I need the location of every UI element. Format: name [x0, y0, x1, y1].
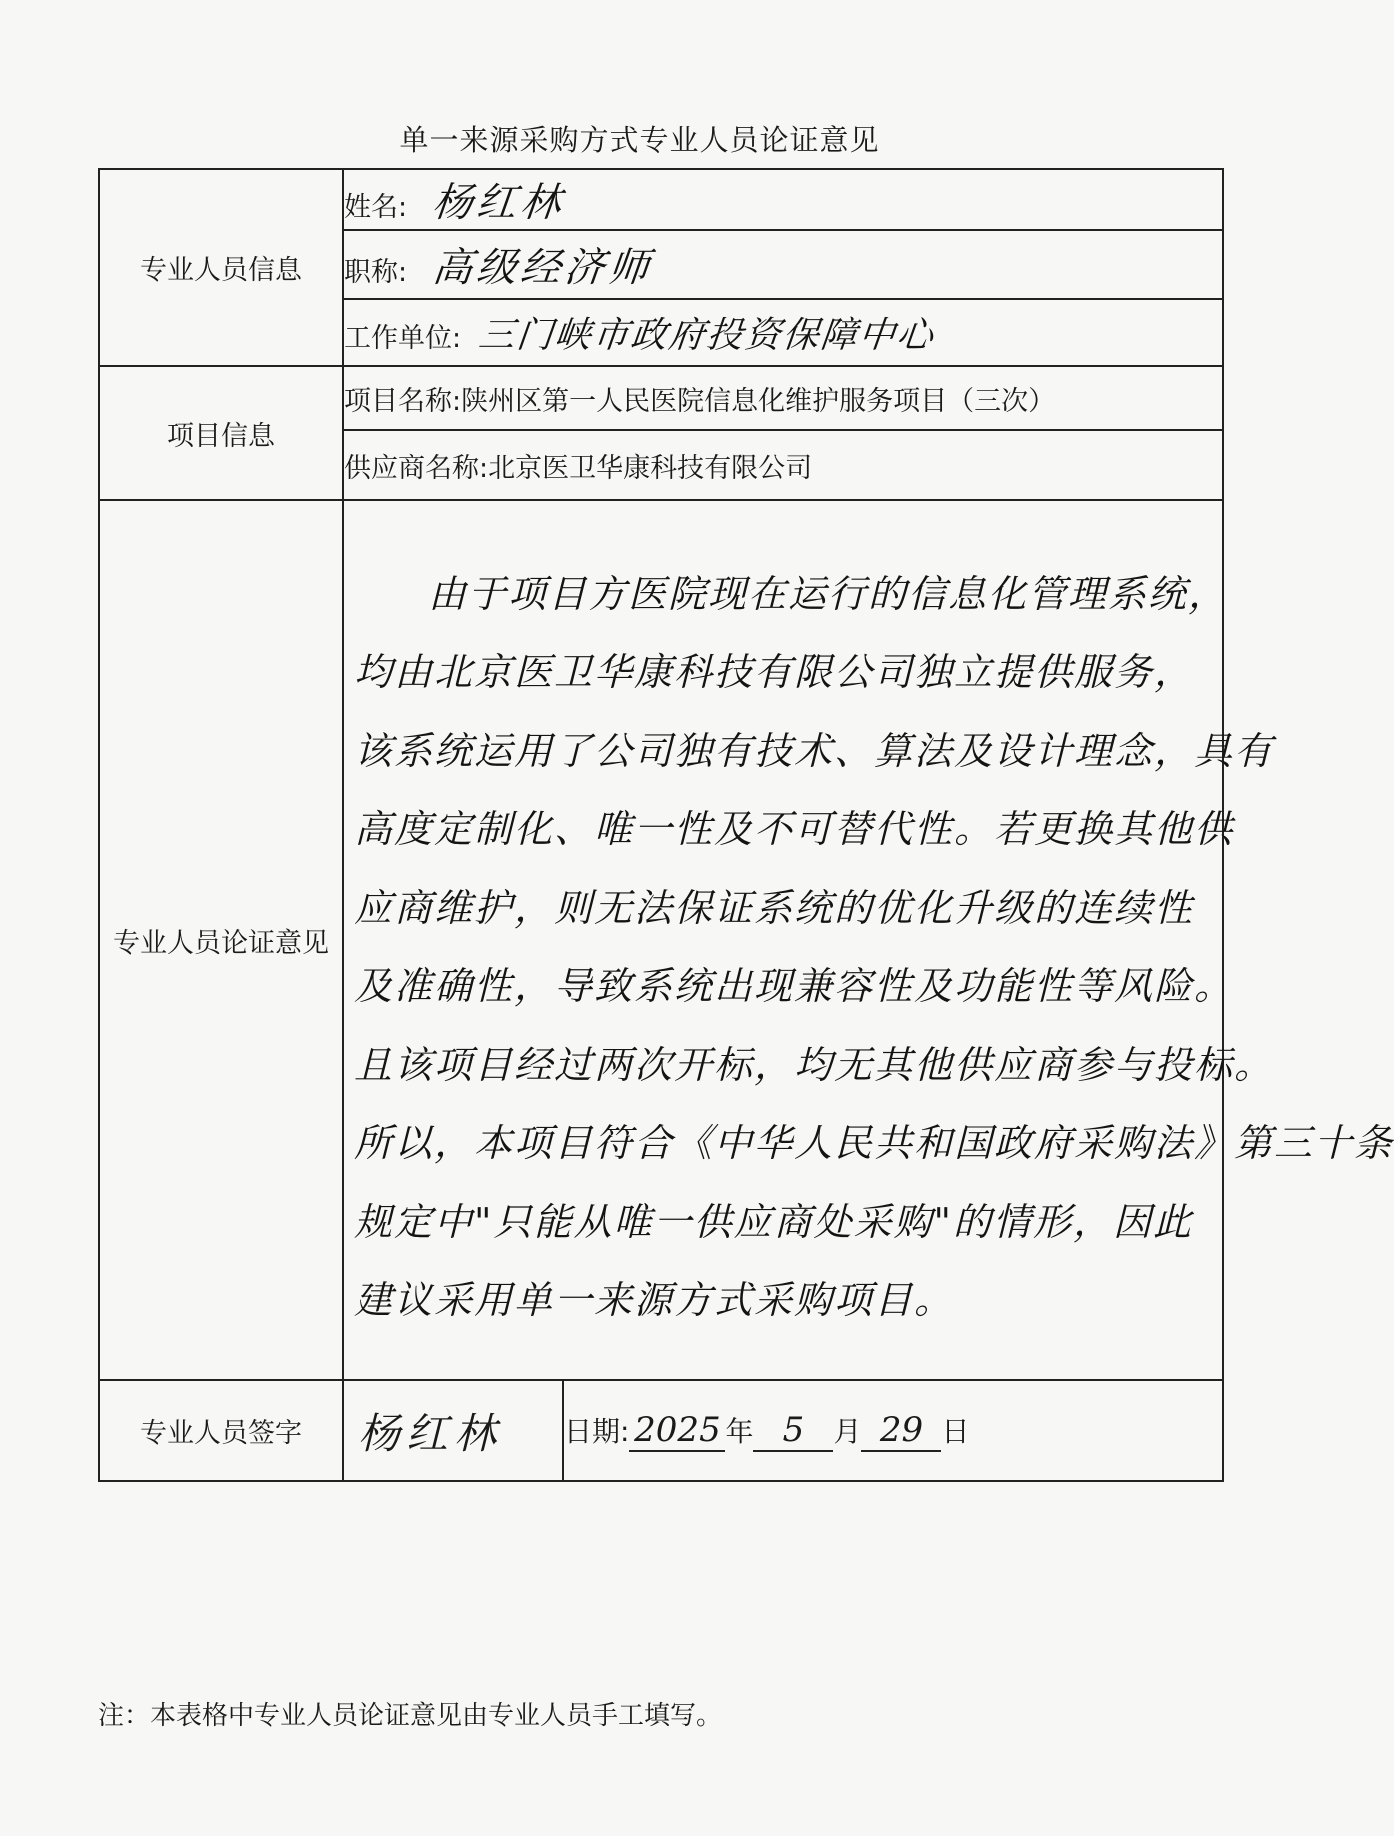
employer-value: 三门峡市政府投资保障中心: [476, 315, 937, 356]
title-row: [343, 230, 1223, 299]
expert-info-label: 专业人员信息: [99, 169, 343, 366]
date-month-unit: 月: [833, 1414, 862, 1448]
opinion-line-10: 建议采用单一来源方式采购项目。: [354, 1278, 955, 1322]
opinion-line-3: 该系统运用了公司独有技术、算法及设计理念，具有: [354, 728, 1275, 773]
employer-row: [343, 299, 1223, 366]
opinion-line-2: 均由北京医卫华康科技有限公司独立提供服务，: [354, 650, 1195, 694]
opinion-text: [344, 541, 1394, 1340]
supplier-value: 北京医卫华康科技有限公司: [488, 452, 813, 484]
date-year-unit: 年: [725, 1414, 754, 1448]
opinion-line-5: 应商维护，则无法保证系统的优化升级的连续性: [354, 885, 1195, 930]
date-cell: [563, 1380, 1223, 1481]
opinion-line-1: 由于项目方医院现在运行的信息化管理系统，: [428, 571, 1229, 616]
footnote: 注：本表格中专业人员论证意见由专业人员手工填写。: [98, 1701, 723, 1731]
opinion-line-9: 规定中"只能从唯一供应商处采购"的情形，因此: [354, 1199, 1193, 1244]
date-month: 5: [753, 1410, 833, 1452]
name-label: 姓名:: [344, 192, 408, 223]
title-value: 高级经济师: [430, 245, 656, 291]
project-name-row: [343, 366, 1223, 430]
form-table: [98, 168, 1394, 1482]
opinion-label: 专业人员论证意见: [99, 500, 343, 1380]
opinion-line-4: 高度定制化、唯一性及不可替代性。若更换其他供: [354, 807, 1235, 851]
project-info-label: 项目信息: [99, 366, 343, 500]
signature-cell: [343, 1380, 563, 1481]
date-year: 2025: [629, 1410, 725, 1452]
employer-label: 工作单位:: [344, 323, 462, 354]
name-value: 杨红林: [430, 180, 568, 226]
opinion-line-8: 所以，本项目符合《中华人民共和国政府采购法》第三十条: [354, 1121, 1394, 1165]
opinion-line-7: 且该项目经过两次开标，均无其他供应商参与投标。: [354, 1042, 1275, 1087]
date-day-unit: 日: [941, 1414, 970, 1448]
signature-value: 杨红林: [358, 1408, 503, 1458]
supplier-row: [343, 430, 1223, 500]
opinion-cell: [343, 500, 1394, 1380]
signature-label: 专业人员签字: [99, 1380, 343, 1481]
document-title: 单一来源采购方式专业人员论证意见: [399, 123, 880, 157]
opinion-line-6: 及准确性，导致系统出现兼容性及功能性等风险。: [354, 964, 1235, 1008]
supplier-label: 供应商名称:: [344, 452, 489, 484]
title-label: 职称:: [344, 257, 408, 288]
date-label: 日期:: [564, 1414, 630, 1448]
date-day: 29: [861, 1410, 941, 1452]
name-row: [343, 169, 1223, 230]
project-name-label: 项目名称:: [344, 385, 462, 417]
project-name-value: 陕州区第一人民医院信息化维护服务项目（三次）: [461, 385, 1056, 417]
